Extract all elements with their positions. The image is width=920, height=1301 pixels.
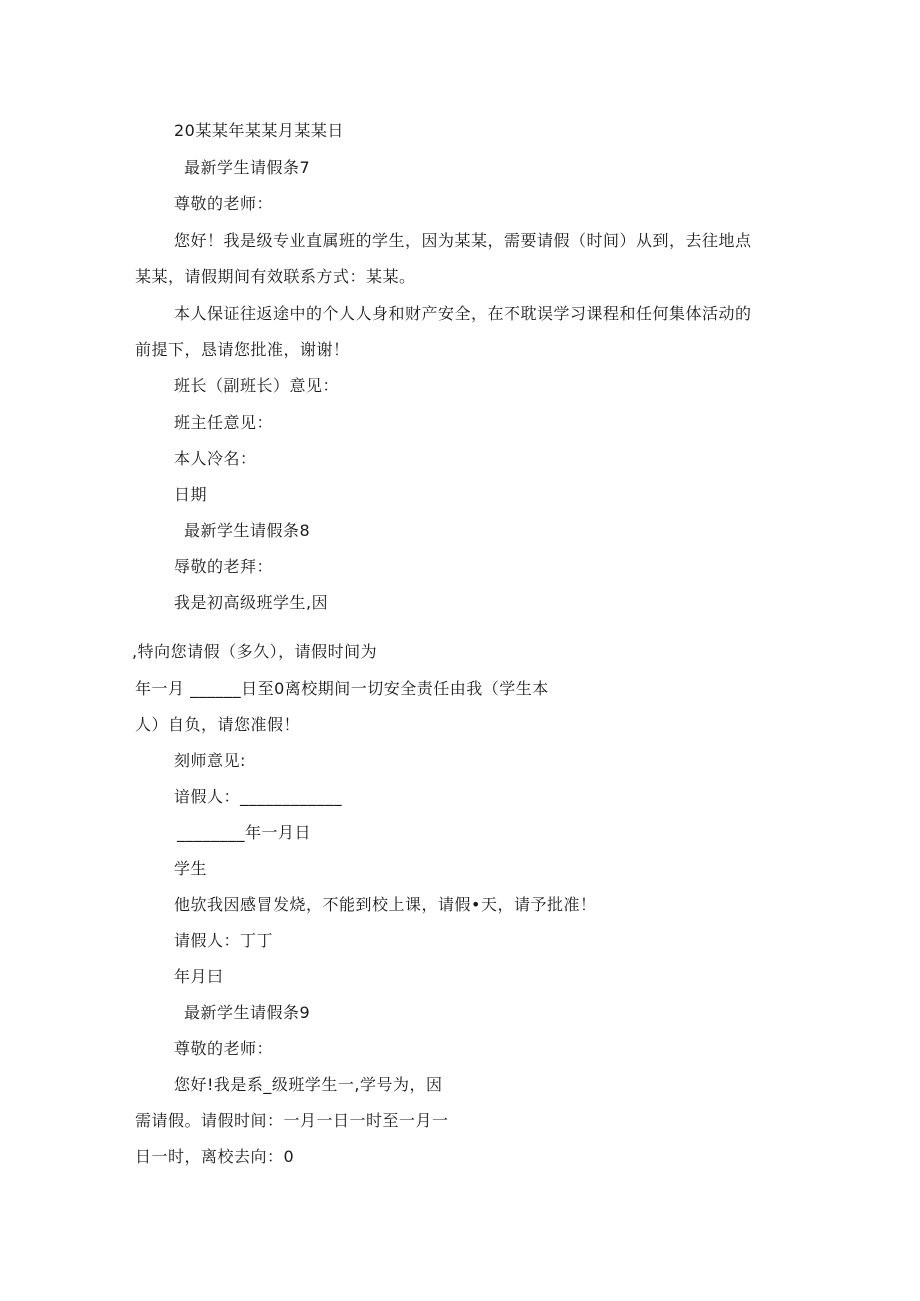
paragraph-line: 他欤我因感冒发烧，不能到校上课，请假•天，请予批准！: [174, 895, 597, 914]
section-heading-7: 最新学生请假条7: [184, 158, 311, 177]
date-blank-line: ________年一月日: [177, 823, 312, 842]
paragraph-line: 您好！我是级专业直属班的学生，因为某某，需要请假（时间）从到，去往地点: [174, 231, 752, 250]
date-line: 20某某年某某月某某日: [174, 121, 344, 140]
section-heading-9: 最新学生请假条9: [184, 1003, 311, 1022]
salutation: 辱敬的老拜：: [174, 557, 274, 576]
paragraph-line: 人）自负，请您准假！: [135, 715, 301, 734]
paragraph-line: 您好!我是系_级班学生一,学号为，因: [174, 1075, 443, 1094]
date-line: 年月曰: [174, 967, 224, 986]
paragraph-line: ,特向您请假（多久），请假时间为: [132, 642, 378, 661]
paragraph-line: 日一时，离校去向：0: [135, 1147, 295, 1166]
paragraph-line: 年一月 ______日至0离校期间一切安全责任由我（学生本: [135, 679, 549, 698]
head-teacher-opinion-label: 班主任意见：: [174, 413, 274, 432]
teacher-opinion-label: 刻师意见:: [174, 751, 246, 770]
paragraph-line: 我是初高级班学生,因: [174, 593, 329, 612]
salutation: 尊敬的老师：: [174, 194, 274, 213]
signature-label: 本人冷名：: [174, 449, 257, 468]
section-heading-8: 最新学生请假条8: [184, 521, 311, 540]
paragraph-line: 某某，请假期间有效联系方式：某某。: [135, 267, 416, 286]
salutation: 尊敬的老师：: [174, 1039, 274, 1058]
applicant-label: 谙假人：____________: [174, 787, 343, 806]
paragraph-line: 本人保证往返途中的个人人身和财产安全，在不耽误学习课程和任何集体活动的: [174, 304, 752, 323]
date-label: 日期: [174, 485, 208, 504]
applicant-name-line: 请假人：丁丁: [174, 931, 274, 950]
monitor-opinion-label: 班长（副班长）意见：: [174, 376, 340, 395]
paragraph-line: 需请假。请假时间：一月一日一时至一月一: [135, 1111, 449, 1130]
student-label: 学生: [174, 859, 208, 878]
paragraph-line: 前提下，恳请您批准，谢谢！: [135, 340, 350, 359]
